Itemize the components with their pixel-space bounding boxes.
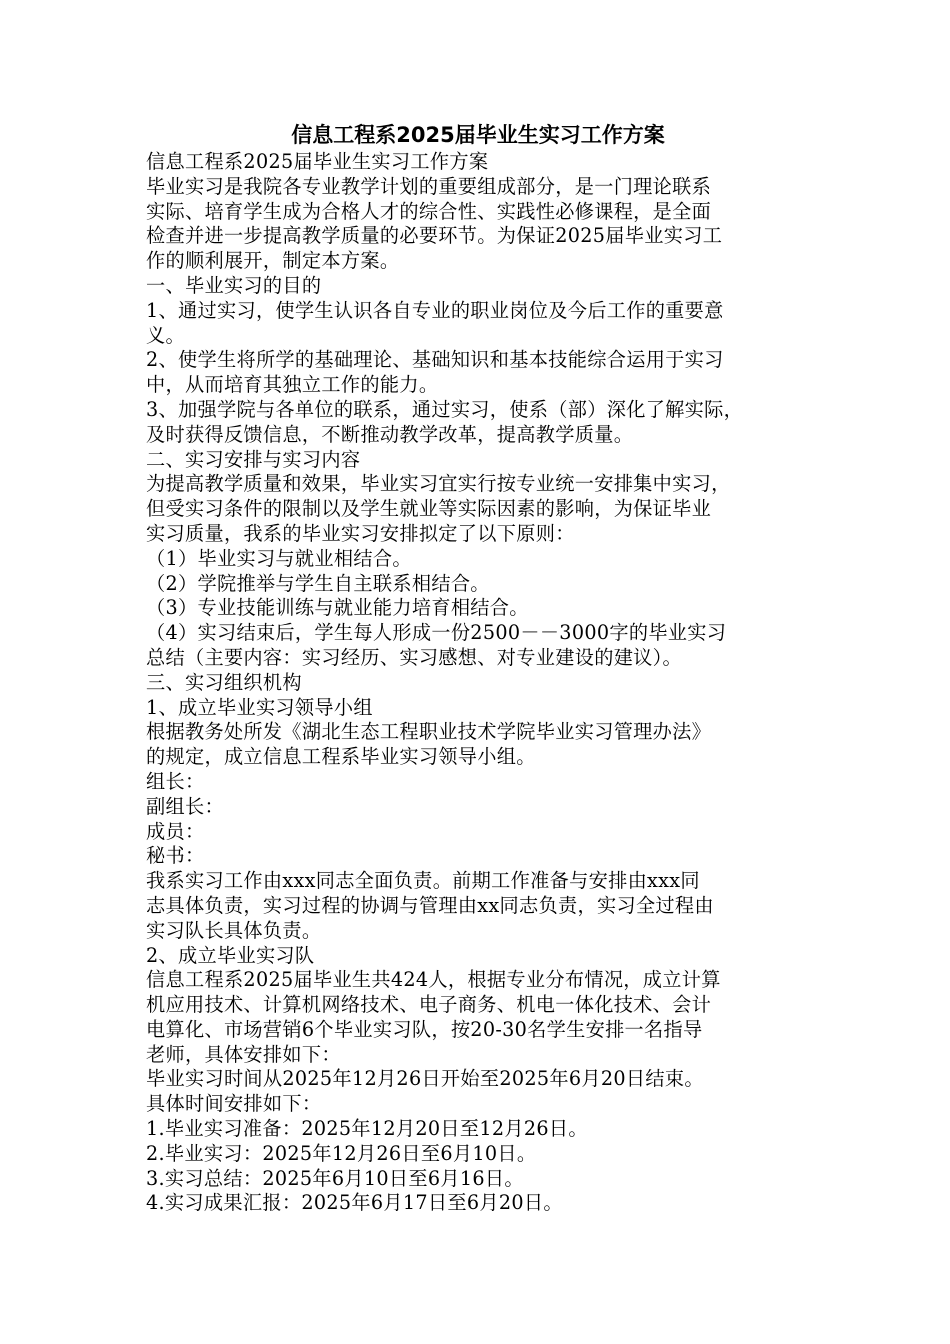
text-line: 信息工程系2025届毕业生共424人，根据专业分布情况，成立计算	[146, 968, 721, 992]
text-line: 电算化、市场营销6个毕业实习队，按20-30名学生安排一名指导	[146, 1017, 703, 1041]
schedule-item: 4.实习成果汇报：2025年6月17日至6月20日。	[146, 1191, 563, 1215]
text-line: 机应用技术、计算机网络技术、电子商务、机电一体化技术、会计	[146, 993, 712, 1017]
schedule-item: 3.实习总结：2025年6月10日至6月16日。	[146, 1166, 524, 1190]
text-line: 但受实习条件的限制以及学生就业等实际因素的影响，为保证毕业	[146, 497, 712, 521]
list-item: （3）专业技能训练与就业能力培育相结合。	[146, 596, 529, 620]
text-line: 及时获得反馈信息，不断推动教学改革，提高教学质量。	[146, 422, 634, 446]
section-heading: 二、实习安排与实习内容	[146, 447, 361, 471]
list-item: （1）毕业实习与就业相结合。	[146, 546, 412, 570]
text-line: 实习质量，我系的毕业实习安排拟定了以下原则：	[146, 521, 575, 545]
text-line: 总结（主要内容：实习经历、实习感想、对专业建设的建议）。	[146, 645, 683, 669]
text-line: 作的顺利展开，制定本方案。	[146, 249, 400, 273]
text-line: 毕业实习是我院各专业教学计划的重要组成部分，是一门理论联系	[146, 174, 712, 198]
text-line: 实习队长具体负责。	[146, 918, 322, 942]
document-page	[146, 120, 810, 1216]
list-item: （2）学院推举与学生自主联系相结合。	[146, 571, 490, 595]
text-line: 实际、培育学生成为合格人才的综合性、实践性必修课程，是全面	[146, 199, 712, 223]
field-label: 秘书：	[146, 844, 205, 868]
text-line: 1、通过实习，使学生认识各自专业的职业岗位及今后工作的重要意	[146, 298, 724, 322]
subsection-heading: 1、成立毕业实习领导小组	[146, 695, 373, 719]
text-line: 义。	[146, 323, 185, 347]
schedule-item: 2.毕业实习：2025年12月26日至6月10日。	[146, 1141, 537, 1165]
text-line: 志具体负责，实习过程的协调与管理由xx同志负责，实习全过程由	[146, 893, 714, 917]
section-heading: 三、实习组织机构	[146, 670, 302, 694]
text-line: 具体时间安排如下：	[146, 1092, 322, 1116]
document-title: 信息工程系2025届毕业生实习工作方案	[291, 123, 665, 147]
field-label: 副组长：	[146, 794, 224, 818]
text-line: 检查并进一步提高教学质量的必要环节。为保证2025届毕业实习工	[146, 224, 723, 248]
field-label: 成员：	[146, 819, 205, 843]
text-line: 毕业实习时间从2025年12月26日开始至2025年6月20日结束。	[146, 1067, 704, 1091]
section-heading: 一、毕业实习的目的	[146, 273, 322, 297]
text-line: 根据教务处所发《湖北生态工程职业技术学院毕业实习管理办法》	[146, 720, 712, 744]
subsection-heading: 2、成立毕业实习队	[146, 943, 315, 967]
text-line: 2、使学生将所学的基础理论、基础知识和基本技能综合运用于实习	[146, 348, 724, 372]
text-line: 的规定，成立信息工程系毕业实习领导小组。	[146, 745, 536, 769]
text-line: 我系实习工作由xxx同志全面负责。前期工作准备与安排由xxx同	[146, 869, 700, 893]
document-body	[146, 150, 810, 1216]
schedule-item: 1.毕业实习准备：2025年12月20日至12月26日。	[146, 1117, 588, 1141]
text-line: 3、加强学院与各单位的联系，通过实习，使系（部）深化了解实际，	[146, 397, 744, 421]
field-label: 组长：	[146, 769, 205, 793]
text-line: 老师，具体安排如下：	[146, 1042, 341, 1066]
text-line: 中，从而培育其独立工作的能力。	[146, 373, 439, 397]
text-line: 为提高教学质量和效果，毕业实习宜实行按专业统一安排集中实习，	[146, 472, 731, 496]
list-item: （4）实习结束后，学生每人形成一份2500－－3000字的毕业实习	[146, 621, 727, 645]
text-line: 信息工程系2025届毕业生实习工作方案	[146, 150, 489, 173]
